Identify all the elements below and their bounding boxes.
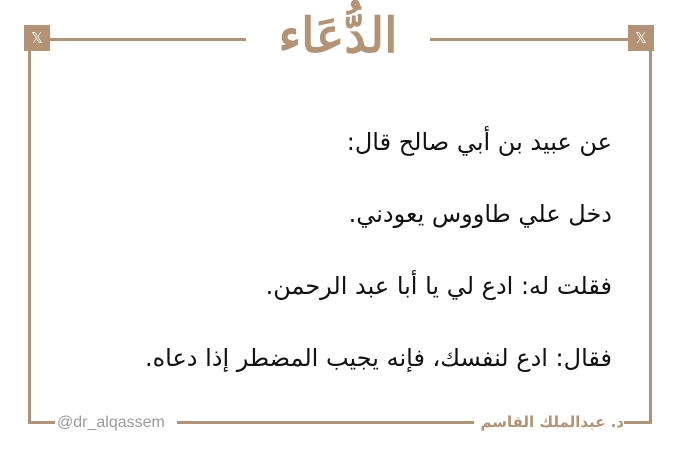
x-logo-glyph: 𝕏 <box>634 29 648 47</box>
quote-line: دخل علي طاووس يعودني. <box>348 200 612 228</box>
social-handle: @dr_alqassem <box>57 414 165 431</box>
page-title <box>246 2 430 72</box>
x-logo-glyph: 𝕏 <box>30 29 44 47</box>
quote-body <box>52 125 612 413</box>
x-logo-icon <box>24 25 50 51</box>
author-name: د. عبدالملك القاسم <box>480 413 624 431</box>
quote-line: عن عبيد بن أبي صالح قال: <box>346 128 612 156</box>
quote-line: فقلت له: ادع لي يا أبا عبد الرحمن. <box>265 272 612 300</box>
x-logo-icon <box>628 25 654 51</box>
title-text: الدُّعَاء <box>278 8 398 64</box>
quote-line: فقال: ادع لنفسك، فإنه يجيب المضطر إذا دعاه. <box>144 344 612 372</box>
